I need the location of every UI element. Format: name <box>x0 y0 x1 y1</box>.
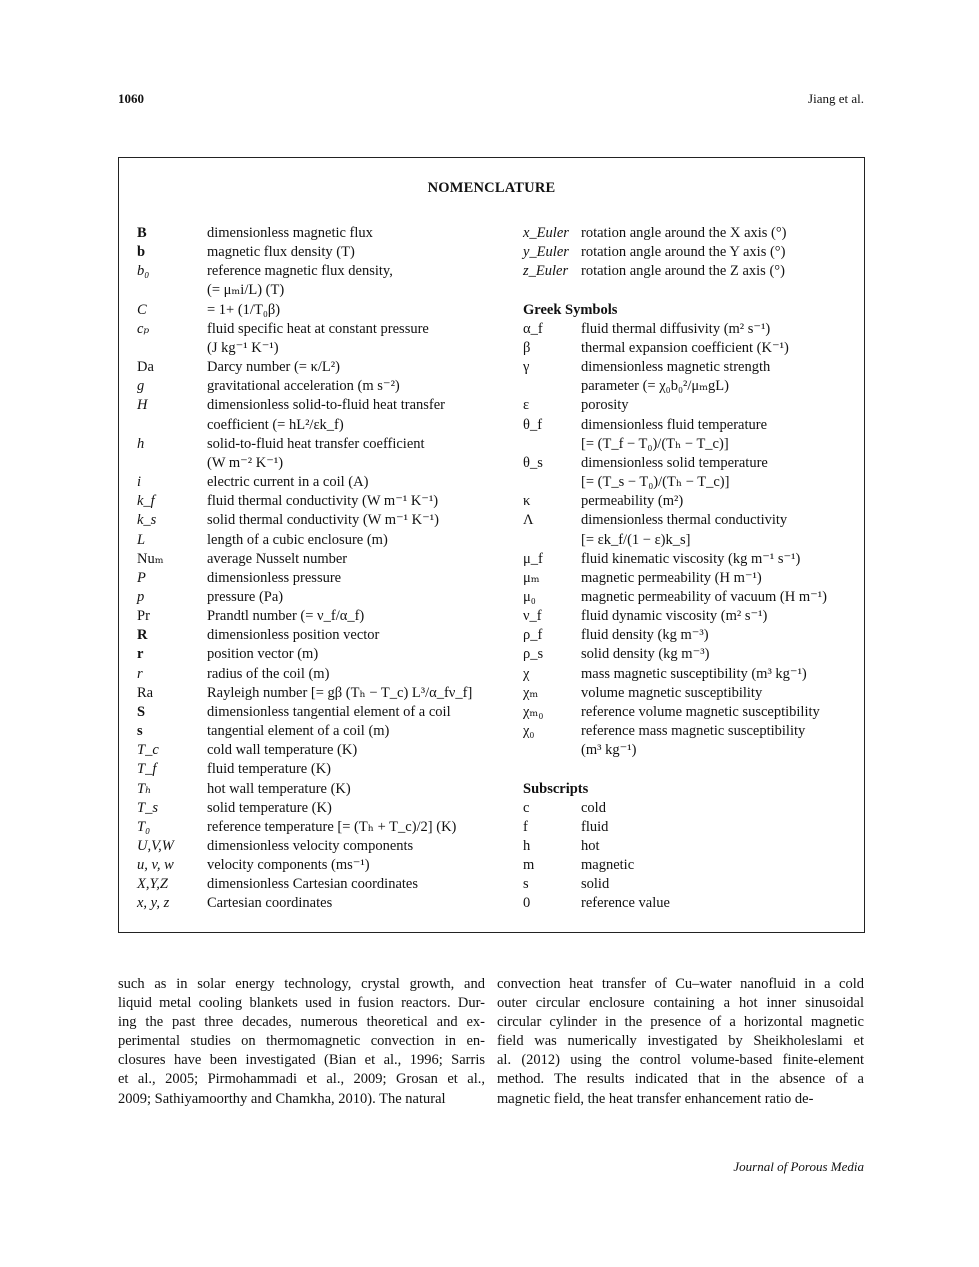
nomenclature-definition: dimensionless velocity components <box>207 838 414 854</box>
nomenclature-definition: dimensionless solid temperature <box>581 454 768 471</box>
nomenclature-entry <box>137 894 509 913</box>
nomenclature-definition: dimensionless solid-to-fluid heat transfer <box>207 397 445 414</box>
nomenclature-definition: solid <box>581 876 610 893</box>
nomenclature-definition: tangential element of a coil (m) <box>207 723 390 740</box>
body-text-line: method. The results indicated that in the absence of a <box>497 1071 864 1088</box>
body-text-line: liquid metal cooling blankets used in fusion reactors. Dur- <box>118 995 485 1012</box>
body-text-line: outer circular enclosure containing a hot inner sinusoidal <box>497 995 864 1012</box>
nomenclature-definition: length of a cubic enclosure (m) <box>207 531 388 548</box>
nomenclature-left-column <box>137 224 509 914</box>
nomenclature-definition: hot wall temperature (K) <box>207 780 351 797</box>
nomenclature-symbol <box>137 339 207 358</box>
nomenclature-entry <box>523 511 861 530</box>
nomenclature-symbol: Nuₘ <box>137 550 164 567</box>
nomenclature-symbol: x_Euler <box>523 225 569 241</box>
body-text-line: ing the past three decades, numerous theoretical and ex- <box>118 1014 485 1031</box>
nomenclature-symbol <box>523 741 581 760</box>
nomenclature-symbol <box>523 435 581 454</box>
nomenclature-definition: radius of the coil (m) <box>207 665 330 682</box>
nomenclature-definition: rotation angle around the Z axis (°) <box>581 263 785 280</box>
nomenclature-entry <box>137 626 509 645</box>
body-text-line: closures have been investigated (Bian et al., 1996; Sarris <box>118 1052 485 1069</box>
nomenclature-symbol: γ <box>523 359 530 376</box>
nomenclature-symbol <box>137 416 207 435</box>
nomenclature-definition: porosity <box>581 397 629 414</box>
nomenclature-definition: [= εk_f/(1 − ε)k_s] <box>581 531 691 548</box>
nomenclature-entry <box>137 358 509 377</box>
spacer <box>523 281 861 300</box>
nomenclature-definition: rotation angle around the Y axis (°) <box>581 244 786 261</box>
nomenclature-definition: magnetic flux density (T) <box>207 244 355 261</box>
nomenclature-symbol: μ_f <box>523 550 543 567</box>
nomenclature-definition: dimensionless pressure <box>207 569 342 586</box>
nomenclature-definition: hot <box>581 838 600 854</box>
nomenclature-entry <box>523 396 861 415</box>
nomenclature-definition: cold wall temperature (K) <box>207 742 358 759</box>
nomenclature-definition: fluid kinematic viscosity (kg m⁻¹ s⁻¹) <box>581 550 801 567</box>
nomenclature-entry <box>137 818 509 837</box>
nomenclature-entry <box>523 550 861 569</box>
nomenclature-entry <box>523 722 861 741</box>
nomenclature-definition: electric current in a coil (A) <box>207 474 369 491</box>
nomenclature-definition: Rayleigh number [= gβ (Tₕ − T_c) L³/α_fν_f] <box>207 684 473 701</box>
nomenclature-entry <box>523 588 861 607</box>
nomenclature-definition: dimensionless Cartesian coordinates <box>207 876 419 893</box>
nomenclature-symbol: k_s <box>137 512 157 529</box>
nomenclature-entry <box>137 396 509 415</box>
nomenclature-entry <box>137 856 509 875</box>
body-text-left-column <box>118 975 485 1109</box>
nomenclature-entry <box>137 473 509 492</box>
nomenclature-symbol: U,V,W <box>137 838 174 854</box>
nomenclature-entry <box>523 799 861 818</box>
nomenclature-symbol: g <box>137 378 145 395</box>
nomenclature-entry <box>137 703 509 722</box>
nomenclature-symbol: T₀ <box>137 818 151 835</box>
nomenclature-symbol: c <box>523 799 530 816</box>
nomenclature-symbol: P <box>137 569 146 586</box>
nomenclature-section-heading: Greek Symbols <box>523 301 618 318</box>
nomenclature-entry <box>523 875 861 894</box>
nomenclature-entry <box>523 473 861 492</box>
nomenclature-symbol: p <box>137 588 145 605</box>
nomenclature-symbol: χ₀ <box>523 723 535 740</box>
nomenclature-definition: fluid thermal diffusivity (m² s⁻¹) <box>581 320 771 337</box>
nomenclature-definition: fluid thermal conductivity (W m⁻¹ K⁻¹) <box>207 493 439 510</box>
nomenclature-definition: reference mass magnetic susceptibility <box>581 723 806 740</box>
nomenclature-definition: [= (T_f − T₀)/(Tₕ − T_c)] <box>581 435 729 452</box>
nomenclature-symbol: β <box>523 339 531 356</box>
nomenclature-title: NOMENCLATURE <box>427 180 556 196</box>
nomenclature-symbol: T_s <box>137 799 158 816</box>
body-text-right-column <box>497 975 864 1109</box>
nomenclature-symbol: T_c <box>137 742 159 759</box>
nomenclature-symbol: θ_f <box>523 416 543 433</box>
nomenclature-entry <box>523 665 861 684</box>
nomenclature-definition: solid-to-fluid heat transfer coefficient <box>207 435 425 452</box>
nomenclature-symbol: Da <box>137 359 154 376</box>
nomenclature-definition: solid density (kg m⁻³) <box>581 646 710 663</box>
nomenclature-definition: = 1+ (1/T₀β) <box>207 301 281 318</box>
nomenclature-symbol: C <box>137 301 147 318</box>
nomenclature-entry <box>523 856 861 875</box>
nomenclature-definition: [= (T_s − T₀)/(Tₕ − T_c)] <box>581 474 730 491</box>
nomenclature-definition: solid temperature (K) <box>207 799 332 816</box>
body-text-line: magnetic field, the heat transfer enhancement ratio de- <box>497 1090 814 1107</box>
body-text-line: field was numerically investigated by Sheikholeslami et <box>497 1033 864 1050</box>
nomenclature-definition: average Nusselt number <box>207 550 348 567</box>
nomenclature-symbol: b₀ <box>137 263 150 280</box>
nomenclature-definition: solid thermal conductivity (W m⁻¹ K⁻¹) <box>207 512 439 529</box>
nomenclature-entry <box>523 531 861 550</box>
nomenclature-entry <box>137 262 509 281</box>
nomenclature-definition: thermal expansion coefficient (K⁻¹) <box>581 339 789 356</box>
nomenclature-definition: magnetic permeability (H m⁻¹) <box>581 569 762 586</box>
nomenclature-symbol: ε <box>523 397 530 414</box>
nomenclature-entry <box>523 262 861 281</box>
body-text-line: al. (2012) using the control volume-based finite-element <box>497 1052 864 1069</box>
nomenclature-entry <box>523 435 861 454</box>
nomenclature-entry <box>137 588 509 607</box>
nomenclature-symbol: Pr <box>137 608 150 625</box>
nomenclature-definition: reference temperature [= (Tₕ + T_c)/2] (K) <box>207 818 457 835</box>
nomenclature-entry <box>137 607 509 626</box>
nomenclature-entry <box>137 875 509 894</box>
nomenclature-entry <box>137 741 509 760</box>
nomenclature-definition: permeability (m²) <box>581 493 684 510</box>
nomenclature-definition: reference magnetic flux density, <box>207 263 393 280</box>
nomenclature-entry <box>523 684 861 703</box>
nomenclature-entry <box>523 224 861 243</box>
nomenclature-entry <box>137 760 509 779</box>
nomenclature-symbol: k_f <box>137 493 155 510</box>
nomenclature-entry <box>137 492 509 511</box>
nomenclature-symbol: T_f <box>137 761 157 778</box>
nomenclature-definition: fluid temperature (K) <box>207 761 332 778</box>
nomenclature-symbol: m <box>523 857 535 874</box>
nomenclature-symbol: L <box>137 531 146 548</box>
nomenclature-entry <box>523 626 861 645</box>
nomenclature-symbol: r <box>137 646 144 663</box>
nomenclature-entry <box>523 645 861 664</box>
nomenclature-entry <box>137 243 509 262</box>
nomenclature-definition: Prandtl number (= ν_f/α_f) <box>207 608 365 625</box>
nomenclature-entry <box>523 320 861 339</box>
nomenclature-definition: fluid dynamic viscosity (m² s⁻¹) <box>581 608 768 625</box>
body-text-line: such as in solar energy technology, crystal growth, and <box>118 976 485 992</box>
nomenclature-symbol: r <box>137 665 143 682</box>
nomenclature-entry <box>137 665 509 684</box>
nomenclature-entry <box>137 224 509 243</box>
nomenclature-symbol: μ₀ <box>523 588 536 605</box>
nomenclature-definition: fluid specific heat at constant pressure <box>207 320 429 337</box>
nomenclature-entry <box>137 301 509 320</box>
nomenclature-symbol: χₘ <box>523 684 539 701</box>
nomenclature-symbol: Ra <box>137 684 154 701</box>
nomenclature-entry <box>137 454 509 473</box>
nomenclature-symbol: Λ <box>523 512 534 529</box>
nomenclature-definition: dimensionless magnetic flux <box>207 225 373 241</box>
nomenclature-symbol: h <box>523 838 531 854</box>
nomenclature-symbol: α_f <box>523 320 543 337</box>
nomenclature-symbol <box>523 531 581 550</box>
nomenclature-symbol: R <box>137 627 148 644</box>
spacer <box>523 760 861 779</box>
nomenclature-symbol: z_Euler <box>523 263 569 280</box>
nomenclature-symbol: H <box>137 397 148 414</box>
nomenclature-entry <box>137 780 509 799</box>
nomenclature-entry <box>523 894 861 913</box>
nomenclature-entry <box>523 377 861 396</box>
body-text-line: perimental studies on thermomagnetic convection in en- <box>118 1033 485 1050</box>
nomenclature-symbol: θ_s <box>523 454 543 471</box>
nomenclature-entry <box>137 799 509 818</box>
nomenclature-entry <box>137 435 509 454</box>
nomenclature-entry <box>137 511 509 530</box>
nomenclature-symbol: ν_f <box>523 608 542 625</box>
body-text-line: convection heat transfer of Cu–water nanofluid in a cold <box>497 976 864 992</box>
nomenclature-symbol: Tₕ <box>137 780 152 797</box>
nomenclature-symbol: u, v, w <box>137 857 174 874</box>
nomenclature-symbol: ρ_f <box>523 627 543 644</box>
nomenclature-entry <box>523 339 861 358</box>
nomenclature-entry <box>137 339 509 358</box>
nomenclature-symbol: X,Y,Z <box>137 876 168 893</box>
nomenclature-section-heading: Subscripts <box>523 780 589 797</box>
nomenclature-definition: velocity components (ms⁻¹) <box>207 857 370 874</box>
nomenclature-definition: rotation angle around the X axis (°) <box>581 225 787 241</box>
nomenclature-symbol: b <box>137 244 146 261</box>
nomenclature-definition: (= μₘi/L) (T) <box>207 282 285 299</box>
nomenclature-symbol: h <box>137 435 145 452</box>
page-number: 1060 <box>118 91 144 106</box>
nomenclature-symbol: B <box>137 225 147 241</box>
nomenclature-symbol: s <box>523 876 529 893</box>
nomenclature-definition: coefficient (= hL²/εk_f) <box>207 416 344 433</box>
nomenclature-definition: (W m⁻² K⁻¹) <box>207 454 284 471</box>
nomenclature-entry <box>137 377 509 396</box>
nomenclature-entry <box>137 837 509 856</box>
nomenclature-entry <box>523 492 861 511</box>
nomenclature-definition: (m³ kg⁻¹) <box>581 742 637 759</box>
nomenclature-entry <box>137 416 509 435</box>
nomenclature-definition: dimensionless fluid temperature <box>581 416 768 433</box>
nomenclature-entry <box>137 531 509 550</box>
journal-footer: Journal of Porous Media <box>733 1159 864 1174</box>
nomenclature-symbol: s <box>137 723 143 740</box>
nomenclature-symbol: χ <box>523 665 530 682</box>
nomenclature-symbol: S <box>137 703 146 720</box>
nomenclature-right-column <box>523 224 861 914</box>
running-head: Jiang et al. <box>808 91 864 106</box>
body-text-line: et al., 2005; Pirmohammadi et al., 2009; Grosan et al., <box>118 1071 485 1088</box>
nomenclature-symbol: χₘ₀ <box>523 703 544 720</box>
nomenclature-definition: reference value <box>581 895 670 912</box>
nomenclature-entry <box>137 281 509 300</box>
nomenclature-definition: dimensionless position vector <box>207 627 380 644</box>
nomenclature-entry <box>523 837 861 856</box>
nomenclature-symbol: y_Euler <box>523 244 569 261</box>
nomenclature-entry <box>523 569 861 588</box>
nomenclature-symbol: i <box>137 474 142 491</box>
nomenclature-symbol: κ <box>523 493 531 510</box>
nomenclature-definition: dimensionless magnetic strength <box>581 359 771 376</box>
nomenclature-symbol <box>137 454 207 473</box>
nomenclature-definition: Cartesian coordinates <box>207 895 333 912</box>
nomenclature-definition: reference volume magnetic susceptibility <box>581 703 820 720</box>
nomenclature-definition: dimensionless tangential element of a coil <box>207 703 451 720</box>
nomenclature-entry <box>523 243 861 262</box>
nomenclature-symbol <box>523 473 581 492</box>
nomenclature-symbol <box>523 377 581 396</box>
nomenclature-entry <box>137 569 509 588</box>
nomenclature-entry <box>523 741 861 760</box>
nomenclature-definition: (J kg⁻¹ K⁻¹) <box>207 339 279 356</box>
nomenclature-definition: Darcy number (= κ/L²) <box>207 359 340 376</box>
nomenclature-symbol: μₘ <box>523 569 540 586</box>
nomenclature-symbol <box>137 281 207 300</box>
nomenclature-definition: cold <box>581 799 606 816</box>
nomenclature-definition: pressure (Pa) <box>207 588 284 605</box>
body-text-line: 2009; Sathiyamoorthy and Chamkha, 2010). The natural <box>118 1090 446 1107</box>
nomenclature-definition: parameter (= χ₀b₀²/μₘgL) <box>581 378 729 395</box>
nomenclature-definition: gravitational acceleration (m s⁻²) <box>207 378 400 395</box>
nomenclature-definition: volume magnetic susceptibility <box>581 684 763 701</box>
nomenclature-box <box>118 157 865 933</box>
nomenclature-entry <box>523 358 861 377</box>
nomenclature-entry <box>523 818 861 837</box>
body-text-line: circular cylinder in the presence of a horizontal magnetic <box>497 1014 864 1031</box>
nomenclature-entry <box>523 416 861 435</box>
nomenclature-entry <box>137 684 509 703</box>
nomenclature-entry <box>523 703 861 722</box>
nomenclature-definition: magnetic <box>581 857 635 874</box>
nomenclature-entry <box>137 550 509 569</box>
nomenclature-entry <box>137 320 509 339</box>
nomenclature-definition: fluid density (kg m⁻³) <box>581 627 709 644</box>
nomenclature-symbol: x, y, z <box>137 895 170 912</box>
nomenclature-definition: position vector (m) <box>207 646 319 663</box>
nomenclature-symbol: 0 <box>523 895 531 912</box>
nomenclature-entry <box>137 645 509 664</box>
nomenclature-symbol: f <box>523 818 528 835</box>
nomenclature-definition: magnetic permeability of vacuum (H m⁻¹) <box>581 588 827 605</box>
nomenclature-entry <box>523 454 861 473</box>
nomenclature-symbol: cₚ <box>137 320 150 337</box>
nomenclature-definition: mass magnetic susceptibility (m³ kg⁻¹) <box>581 665 807 682</box>
page-header <box>118 91 864 111</box>
nomenclature-entry <box>137 722 509 741</box>
nomenclature-entry <box>523 607 861 626</box>
nomenclature-definition: dimensionless thermal conductivity <box>581 512 788 529</box>
nomenclature-symbol: ρ_s <box>523 646 544 663</box>
nomenclature-definition: fluid <box>581 818 609 835</box>
